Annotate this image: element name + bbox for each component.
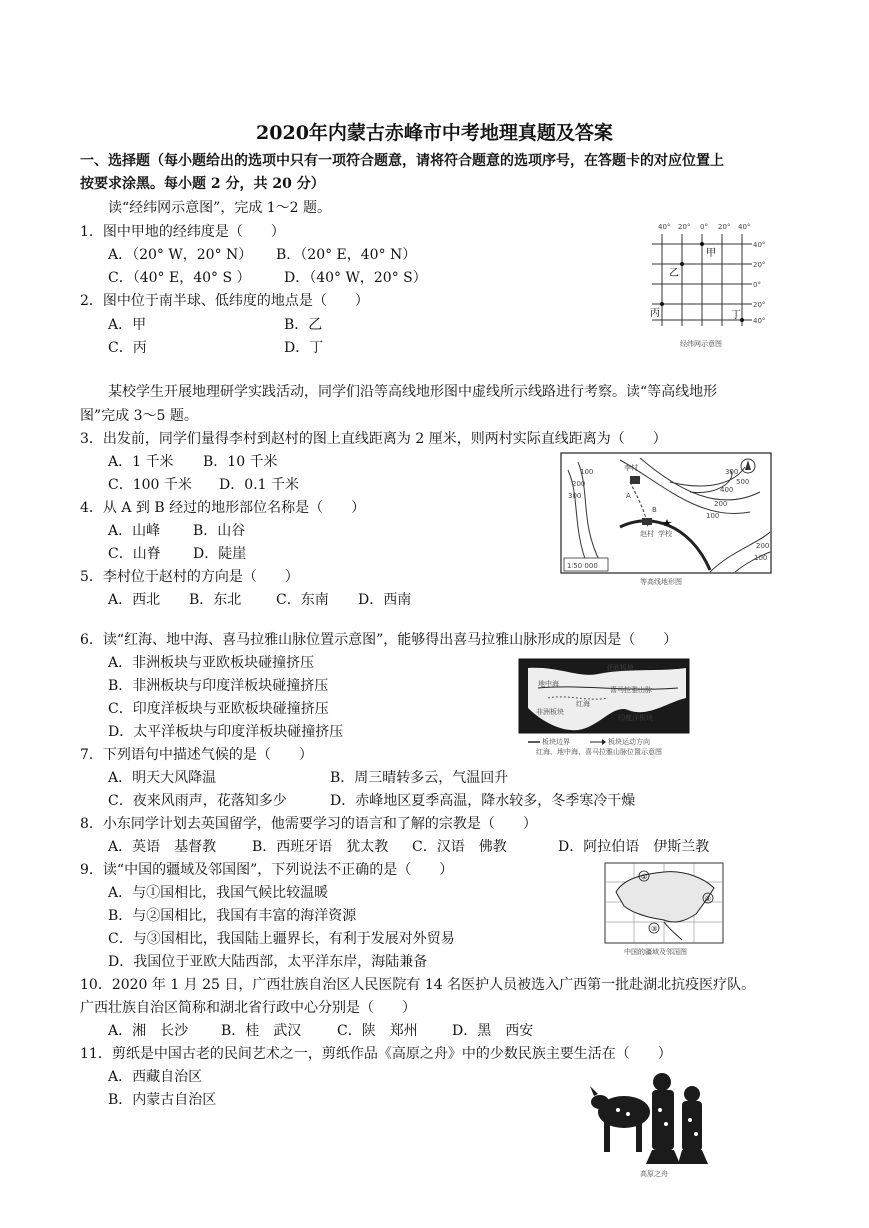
country-2-label: ②	[705, 895, 712, 903]
q8-option-d: D．阿拉伯语 伊斯兰教	[558, 839, 710, 855]
point-b-label: B	[652, 506, 657, 514]
q4-option-a: A．山峰	[108, 523, 161, 539]
q4-stem: 4．从 A 到 B 经过的地形部位名称是（ ）	[80, 500, 366, 516]
q1-option-d: D．（40° W，20° S）	[284, 270, 427, 286]
q9-option-d: D．我国位于亚欧大陆西部，太平洋东岸，海陆兼备	[108, 954, 428, 970]
q6-option-b: B．非洲板块与印度洋板块碰撞挤压	[108, 678, 329, 694]
country-3-label: ③	[651, 925, 658, 933]
plate-figure-caption: 红海、地中海、喜马拉雅山脉位置示意图	[536, 748, 662, 756]
african-plate-label: 非洲板块	[536, 708, 564, 716]
point-ding-label: 丁	[731, 310, 741, 321]
q4-option-b: B．山谷	[193, 523, 246, 539]
intro-q3-5-line1: 某校学生开展地理研学实践活动，同学们沿等高线地形图中虚线所示线路进行考察。读“等高线地形	[108, 384, 718, 400]
grid-right-label: 0°	[753, 281, 761, 289]
contour-map-figure	[560, 452, 774, 588]
q4-option-c: C．山脊	[108, 546, 161, 562]
page-title: 2020年内蒙古赤峰市中考地理真题及答案	[256, 122, 613, 144]
q8-option-c: C．汉语 佛教	[412, 839, 507, 855]
point-yi-marker	[680, 262, 684, 266]
section-heading-line1: 一、选择题（每小题给出的选项中只有一项符合题意，请将符合题意的选项序号，在答题卡的对应位置上	[80, 153, 724, 169]
lat-lon-grid-figure	[640, 218, 770, 350]
q1-option-a: A．（20° W，20° N）	[108, 247, 253, 263]
q9-option-a: A．与①国相比，我国气候比较温暖	[108, 885, 329, 901]
grid-figure-caption: 经纬网示意图	[680, 340, 722, 348]
q11-stem: 11．剪纸是中国古老的民间艺术之一，剪纸作品《高原之舟》中的少数民族主要生活在（ ）	[80, 1046, 672, 1062]
q7-option-c: C．夜来风雨声，花落知多少	[108, 793, 287, 809]
grid-top-label: 20°	[678, 223, 691, 231]
q1-option-b: B．（20° E，40° N）	[276, 247, 417, 263]
q2-stem: 2．图中位于南半球、低纬度的地点是（ ）	[80, 293, 369, 309]
q1-stem: 1．图中甲地的经纬度是（ ）	[80, 224, 285, 240]
section-heading-line2: 按要求涂黑。每小题 2 分，共 20 分）	[80, 176, 325, 192]
q7-stem: 7．下列语句中描述气候的是（ ）	[80, 747, 313, 763]
contour-label: 200	[572, 480, 586, 488]
q9-stem: 9．读“中国的疆域及邻国图”，下列说法不正确的是（ ）	[80, 862, 454, 878]
q3-option-b: B．10 千米	[203, 454, 278, 470]
q5-option-d: D．西南	[358, 592, 412, 608]
q10-option-d: D．黑 西安	[452, 1023, 534, 1039]
contour-figure-caption: 等高线地形图	[640, 578, 682, 586]
point-jia-marker	[700, 242, 704, 246]
q8-option-a: A．英语 基督教	[108, 839, 217, 855]
q10-stem-line1: 10．2020 年 1 月 25 日，广西壮族自治区人民医院有 14 名医护人员被选入广西第一批赴湖北抗疫医疗队。	[80, 977, 756, 993]
legend-boundary: 板块边界	[542, 738, 570, 746]
intro-q3-5-line2: 图”完成 3～5 题。	[80, 408, 198, 424]
country-1-label: ①	[641, 873, 648, 881]
q5-option-c: C．东南	[276, 592, 329, 608]
village-li-label: 李村	[624, 464, 638, 472]
contour-label: 300	[568, 492, 582, 500]
q6-option-a: A．非洲板块与亚欧板块碰撞挤压	[108, 655, 315, 671]
q6-option-c: C．印度洋板块与亚欧板块碰撞挤压	[108, 701, 329, 717]
contour-label: 500	[736, 478, 750, 486]
point-jia-label: 甲	[706, 248, 716, 259]
q10-option-c: C．陕 郑州	[337, 1023, 418, 1039]
red-sea-label: 红海	[576, 700, 590, 708]
q9-option-b: B．与②国相比，我国有丰富的海洋资源	[108, 908, 357, 924]
indian-plate-label: 印度洋板块	[618, 714, 653, 722]
eurasian-plate-label: 亚欧板块	[606, 664, 634, 672]
grid-right-label: 20°	[753, 261, 766, 269]
mediterranean-label: 地中海	[538, 680, 559, 688]
q5-option-b: B．东北	[189, 592, 242, 608]
q6-stem: 6．读“红海、地中海、喜马拉雅山脉位置示意图”，能够得出喜马拉雅山脉形成的原因是（ ）	[80, 632, 678, 648]
point-bing-label: 丙	[650, 308, 660, 319]
grid-right-label: 40°	[753, 317, 766, 325]
grid-right-label: 40°	[753, 241, 766, 249]
papercut-figure	[588, 1064, 718, 1180]
himalaya-label: 喜马拉雅山脉	[610, 686, 652, 694]
q7-option-a: A．明天大风降温	[108, 770, 217, 786]
q2-option-c: C．丙	[108, 340, 147, 356]
grid-right-label: 20°	[753, 301, 766, 309]
intro-q1-2: 读“经纬网示意图”，完成 1～2 题。	[108, 200, 332, 216]
contour-label: 200	[714, 500, 728, 508]
q10-option-a: A．湘 长沙	[108, 1023, 189, 1039]
contour-label: 200	[756, 542, 770, 550]
q4-option-d: D．陡崖	[193, 546, 247, 562]
map-scale: 1∶50 000	[567, 562, 598, 570]
grid-top-label: 0°	[700, 223, 708, 231]
q3-option-c: C．100 千米	[108, 477, 192, 493]
legend-direction: 板块运动方向	[608, 738, 650, 746]
q3-stem: 3．出发前，同学们量得李村到赵村的图上直线距离为 2 厘米，则两村实际直线距离为（ ）	[80, 431, 667, 447]
point-a-label: A	[626, 492, 631, 500]
q11-option-a: A．西藏自治区	[108, 1069, 203, 1085]
q3-option-d: D．0.1 千米	[219, 477, 299, 493]
china-figure-caption: 中国的疆域及邻国图	[624, 948, 687, 956]
grid-top-label: 20°	[718, 223, 731, 231]
plate-map-figure	[518, 658, 698, 758]
grid-top-label: 40°	[738, 223, 751, 231]
point-bing-marker	[660, 302, 664, 306]
school-label: 学校	[658, 530, 672, 538]
q8-option-b: B．西班牙语 犹太教	[252, 839, 389, 855]
q10-stem-line2: 广西壮族自治区简称和湖北省行政中心分别是（ ）	[80, 1000, 416, 1016]
q9-option-c: C．与③国相比，我国陆上疆界长，有利于发展对外贸易	[108, 931, 455, 947]
q5-option-a: A．西北	[108, 592, 161, 608]
papercut-caption: 高原之舟	[640, 1170, 668, 1178]
q7-option-d: D．赤峰地区夏季高温，降水较多，冬季寒冷干燥	[330, 793, 636, 809]
point-yi-label: 乙	[669, 268, 679, 279]
grid-top-label: 40°	[658, 223, 671, 231]
q1-option-c: C．（40° E，40° S ）	[108, 270, 251, 286]
q2-option-a: A．甲	[108, 317, 147, 333]
q8-stem: 8．小东同学计划去英国留学，他需要学习的语言和了解的宗教是（ ）	[80, 816, 537, 832]
contour-label: 400	[720, 486, 734, 494]
q11-option-b: B．内蒙古自治区	[108, 1092, 217, 1108]
china-map-figure	[604, 862, 728, 958]
contour-label: 100	[580, 468, 594, 476]
q10-option-b: B．桂 武汉	[221, 1023, 302, 1039]
contour-label: 100	[706, 512, 720, 520]
village-zhao-label: 赵村	[640, 530, 654, 538]
q6-option-d: D．太平洋板块与印度洋板块碰撞挤压	[108, 724, 344, 740]
q2-option-b: B．乙	[284, 317, 323, 333]
contour-label: 300	[725, 468, 739, 476]
q3-option-a: A．1 千米	[108, 454, 174, 470]
contour-label: 100	[754, 554, 768, 562]
q5-stem: 5．李村位于赵村的方向是（ ）	[80, 569, 299, 585]
q2-option-d: D．丁	[284, 340, 324, 356]
q7-option-b: B．周三晴转多云，气温回升	[330, 770, 509, 786]
